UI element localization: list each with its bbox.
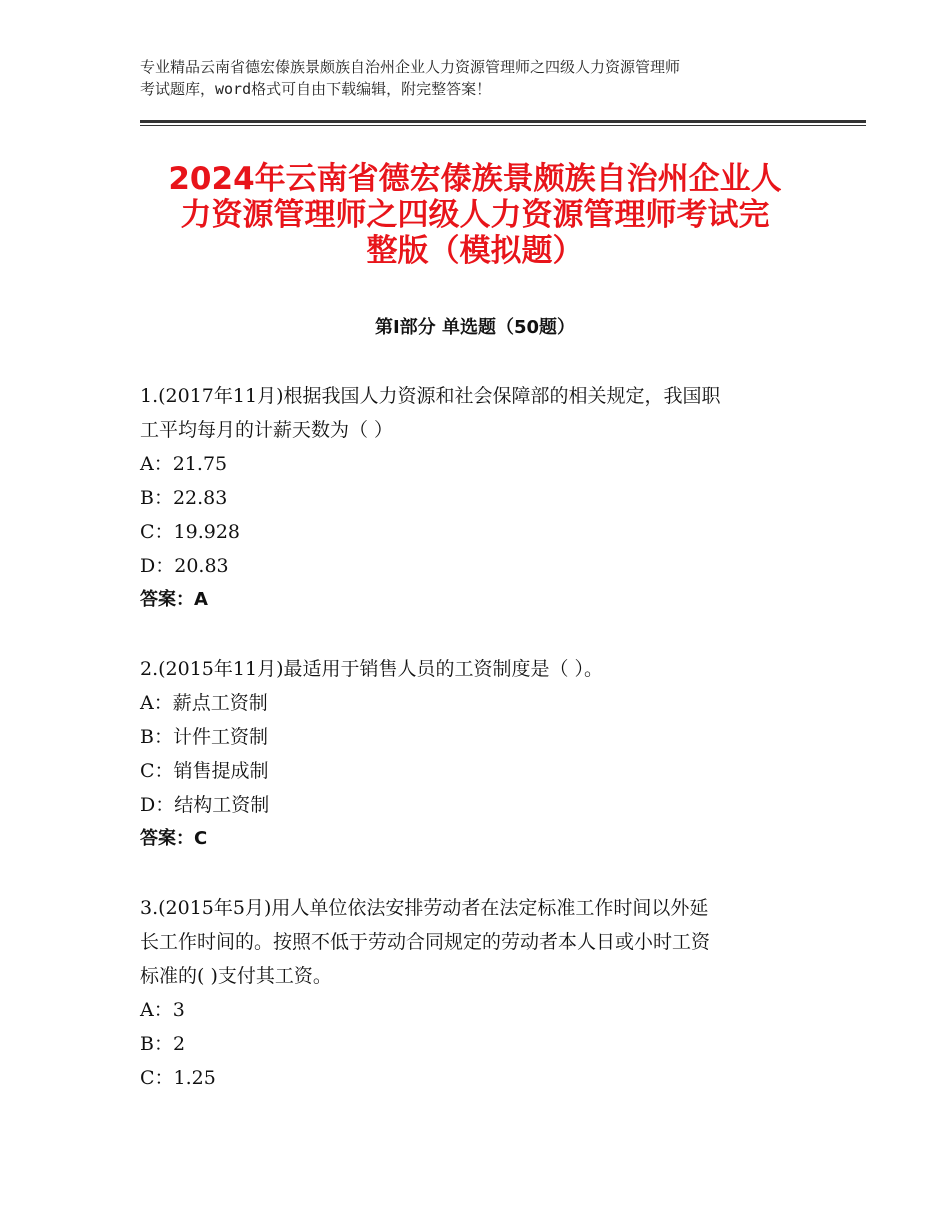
question-2 <box>140 652 840 856</box>
question-stem-line: 1.(2017年11月)根据我国人力资源和社会保障部的相关规定，我国职 <box>140 385 721 407</box>
answer-label: 答案：C <box>140 828 208 849</box>
option-b: B：2 <box>140 1033 186 1055</box>
document-title-line: 力资源管理师之四级人力资源管理师考试完 <box>180 197 770 233</box>
option-a: A：21.75 <box>140 453 228 475</box>
document-title <box>140 161 810 269</box>
option-c: C：19.928 <box>140 521 241 543</box>
question-stem-line: 3.(2015年5月)用人单位依法安排劳动者在法定标准工作时间以外延 <box>140 897 709 919</box>
option-a: A：3 <box>140 999 185 1021</box>
option-b: B：计件工资制 <box>140 726 268 748</box>
answer-label: 答案：A <box>140 589 208 610</box>
header-note-line: 考试题库，word格式可自由下载编辑，附完整答案！ <box>140 80 492 98</box>
document-title-line: 整版（模拟题） <box>366 233 584 269</box>
question-3 <box>140 891 840 1095</box>
question-stem-line: 长工作时间的。按照不低于劳动合同规定的劳动者本人日或小时工资 <box>140 931 711 953</box>
header-divider-thick <box>140 120 866 123</box>
question-stem-line: 工平均每月的计薪天数为（ ） <box>140 419 394 441</box>
question-stem-line: 标准的( )支付其工资。 <box>140 965 332 987</box>
header-note <box>140 56 840 100</box>
option-b: B：22.83 <box>140 487 228 509</box>
option-c: C：销售提成制 <box>140 760 269 782</box>
option-d: D：结构工资制 <box>140 794 270 816</box>
question-1 <box>140 379 840 617</box>
section-title: 第Ⅰ部分 单选题（50题） <box>374 317 575 338</box>
option-a: A：薪点工资制 <box>140 692 268 714</box>
header-divider-thin <box>140 125 866 126</box>
header-note-line: 专业精品云南省德宏傣族景颇族自治州企业人力资源管理师之四级人力资源管理师 <box>140 58 681 76</box>
option-d: D：20.83 <box>140 555 229 577</box>
question-stem <box>140 379 840 447</box>
question-stem <box>140 652 840 686</box>
option-c: C：1.25 <box>140 1067 216 1089</box>
document-title-line: 2024年云南省德宏傣族景颇族自治州企业人 <box>168 161 782 197</box>
question-stem-line: 2.(2015年11月)最适用于销售人员的工资制度是（ ）。 <box>140 658 604 680</box>
question-stem <box>140 891 840 993</box>
